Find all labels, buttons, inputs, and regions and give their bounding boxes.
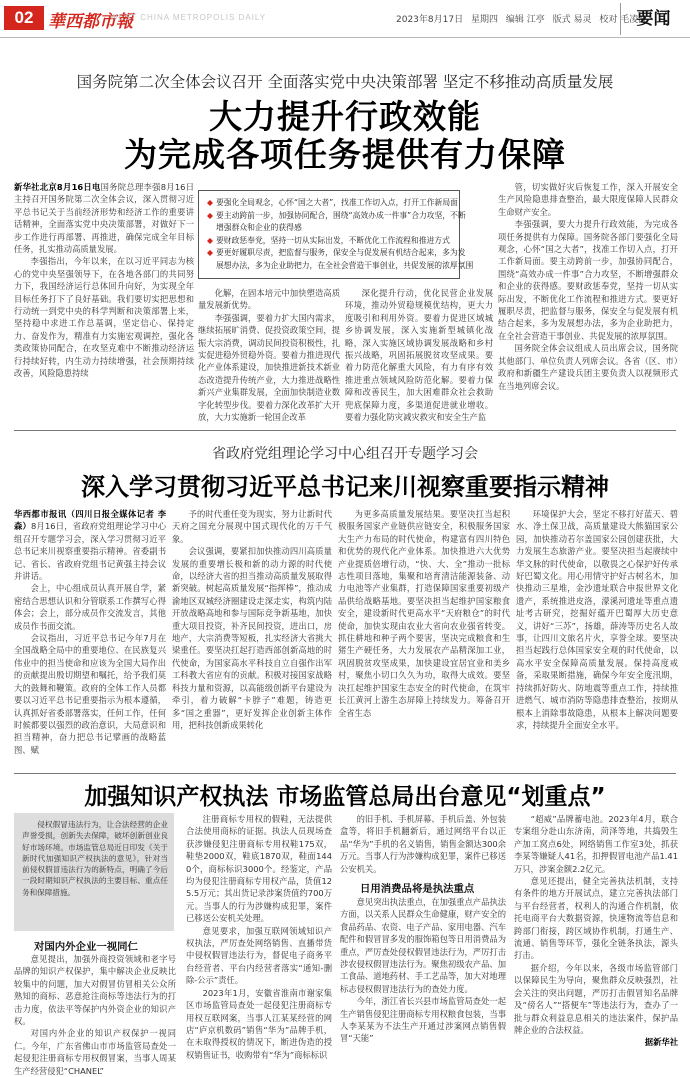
paragraph-text: 深化提升行动，优化民营企业发展环境，推动外贸稳规模优结构，更大力度吸引和利用外资。要着力促进区域城乡协调发展，深入实施新型城镇化战略，深入实施区域协调发展战略和乡村振兴战略，巩固拓展脱贫攻坚成果。要着力防范化解重大风险，有力有序有效推进重点领域风险防范化解。要着力保障和改善民生，加大困难群众社会救助兜底保障力度，多渠道促进就业增收。要着力强化防灾减灾救灾和安全生产监 bbox=[345, 288, 493, 423]
paragraph bbox=[14, 953, 176, 1027]
editor-credit: 编辑 江亭 bbox=[505, 15, 545, 25]
story2-headline: 深入学习贯彻习近平总书记来川视察重要指示精神 bbox=[81, 473, 609, 501]
story3-column-4 bbox=[514, 813, 678, 1048]
story1-kicker: 国务院第二次全体会议召开 全面落实党中央决策部署 坚定不移推动高质量发展 bbox=[76, 73, 614, 91]
diamond-bullet-icon: ◆ bbox=[207, 210, 213, 220]
source-credit: 据新华社 bbox=[644, 1037, 678, 1048]
key-point-line bbox=[207, 247, 466, 260]
paragraph-text: 环境保护大会，坚定不移打好蓝天、碧水、净土保卫战，高质量建设大熊猫国家公园，加快推动若尔盖国家公园创建获批，大力发展生态旅游产业。要坚决担当起赓续中华文脉的时代使命，以敬畏之心保护好传承好巴蜀文化。用心用情守护好古树名木，加快推动三星堆，金沙遗址联合申报世界文化遗产，系统推进皮洛，濛溪河遗址等重点遗址考古研究，挖掘好蕴开巴蜀厚大历史意义，讲好“三苏”，扬雄，薛涛等历史名人故事，让四川文旅名片火，享誉全球。要坚决担当起践行总体国家安全观的时代使命，以高水平安全保障高质量发展。保持高度戒备，采取果断措施，确保今年安全度汛期，持续抓好防火、防地震等重点工作，持续推进燃气、城市消防等隐患排查整治，按期从根本上消除事故隐患，从根本上解决问题要求，持续提升全面安全水平。 bbox=[516, 509, 678, 730]
story3-column-1 bbox=[14, 953, 176, 1076]
paragraph-text: 国务院全体会议组成人员出席会议，国务院其他部门、单位负责人列席会议。各省（区、市）政府和新疆生产建设兵团主要负责人以视频形式在当地列席会议。 bbox=[498, 343, 678, 391]
story1-headline-line2: 为完成各项任务提供有力保障 bbox=[124, 135, 566, 174]
paragraph-text: 李强强调，要着力扩大国内需求，继续拓展旷消费、促投资政策空间，提振大宗消费，调动民间投资积极性，扎实促进稳外贸稳外资。要着力推进现代化产业体系建设，加快推进新技术新业态改造提升传统产业，大力推进战略性新兴产业集群发展，全面加快制造业数字化转型步伐。要着力深化改革扩大开放，大力实施新一轮国企改革 bbox=[198, 312, 340, 423]
paragraph bbox=[516, 508, 678, 731]
story2-column-3 bbox=[338, 508, 510, 765]
paragraph-text: 2023年1月，安徽省淮南市谢家集区市场监管局查处一起侵犯注册商标专用权互联网案，当事人江某某经营的网店“庐京机数码”销售“华为”品牌手机，在未取得授权的情况下，断进伪造的授权销售证书，收购带有“华为”商标标识 bbox=[186, 987, 332, 1060]
section-label: 要闻 bbox=[620, 3, 686, 35]
paragraph bbox=[340, 896, 506, 995]
paragraph bbox=[198, 287, 340, 312]
paragraph bbox=[338, 508, 510, 719]
paragraph bbox=[14, 582, 166, 632]
paragraph bbox=[172, 545, 332, 731]
story3-column-3-bottom bbox=[340, 896, 506, 1044]
paragraph bbox=[14, 1027, 176, 1077]
paragraph-text: 化解，在固本培元中加快塑造高质量发展新优势。 bbox=[198, 288, 340, 311]
story1-column-3 bbox=[345, 287, 493, 423]
paragraph bbox=[172, 508, 332, 545]
story3-column-3-top bbox=[340, 813, 506, 875]
diamond-bullet-icon: ◆ bbox=[207, 248, 213, 257]
story1-key-points-box bbox=[198, 190, 474, 279]
key-point-line bbox=[207, 260, 474, 273]
paragraph bbox=[340, 813, 506, 875]
proofreader-credit: 校对 毛凌波 bbox=[599, 15, 648, 25]
paragraph-text: 对国内外企业的知识产权保护一视同仁。今年，广东省佛山市市场监管局查处一起侵犯注册商标专用权假冒案，当事人周某生产经营侵犯“CHANEL” bbox=[14, 1028, 176, 1076]
paragraph bbox=[186, 987, 332, 1061]
story3-subhead-2: 日用消费品将是执法重点 bbox=[360, 883, 475, 895]
story2-column-2 bbox=[172, 508, 332, 765]
paragraph-text: 李强指出，今年以来，在以习近平同志为核心的党中央坚强领导下，在各地各部门的共同努力下，我国经济运行总体回升向好，为实现全年目标任务打下了良好基础。我们要切实把思想和行动统一到党中央的科学判断和决策部署上来，坚持稳中求进工作总基调，坚定信心、保持定力、奋发作为，精准有力实施宏观调控，强化各类政策协同配合，在攻坚克难中不断推动经济运行持续好转，内生动力持续增强，社会预期持续改善，风险隐患持续 bbox=[14, 256, 194, 379]
story3-column-2 bbox=[186, 813, 332, 1060]
newspaper-logo: 華西都市報 bbox=[48, 12, 133, 32]
paragraph-text: 今年，浙江省长兴县市场监管局查处一起生产销售侵犯注册商标专用权粮食包装，当事人李某某为不法生产开通过涉案网点销售假冒“天能” bbox=[340, 996, 506, 1044]
paragraph bbox=[186, 925, 332, 987]
key-point-line bbox=[207, 210, 466, 223]
paragraph-text: 李强强调，要大力提升行政效能，为完成各项任务提供有力保障。国务院各部门要强化全局观念，心怀“国之大者”，找准工作切入点，打开工作新局面。要主动跨前一步，加强协同配合，围绕“高效办成一件事”合力攻坚，不断增强群众和企业的获得感。要财政惩奉党，坚持一切从实际出发，不断优化工作流程和推进方式。要更好履职尽责，把监督与服务，保安全与促发展有机结合起来，多为发展想办法，多为企业助把力，在全社会营造干事创业、共促发展的浓厚氛围。 bbox=[498, 219, 678, 341]
dateline: 新华社北京8月16日电 bbox=[14, 182, 101, 192]
key-point-text: 要财政惩奉党，坚持一切从实际出发，不断优化工作流程和推进方式 bbox=[216, 235, 450, 245]
paragraph bbox=[14, 181, 194, 255]
paragraph-text: 意见还提出，健全完善执法机制，支持有条件的地方开展试点，建立完善执法部门与平台经营者，权利人的沟通合作机制，依托电商平台大数据资源，快速物流等信息和跨部门衔接，跨区域协作机制，打通生产、流通、销售等环节，强化全链条执法，源头打击。 bbox=[514, 876, 678, 961]
key-point-text: 要主动跨前一步，加强协同配合，围绕“高效办成一件事”合力攻坚，不断 bbox=[216, 210, 466, 220]
paragraph-text: 予的时代重任变为现实，努力让新时代天府之国充分展现中国式现代化的万千气象。 bbox=[172, 509, 332, 544]
story2-kicker: 省政府党组理论学习中心组召开专题学习会 bbox=[212, 446, 478, 462]
paragraph-text: 据介绍，今年以来，各级市场监管部门以保障民生为导向，聚焦群众反映强烈，社会关注的突出问题，严厉打击假冒知名品牌及“傍名人”“搭便车”等违法行为，查办了一批与群众利益息息相关的违法案件，保护品牌企业的合法权益。 bbox=[514, 962, 678, 1035]
paragraph-text: 为更多高质量发展结果。要坚决扛当起积极服务国家产业链供应链安全，积极服务国家大生产力布局的时代使命，构建富有四川特色和优势的现代化产业体系。加快推进六大优势产业提质倍增行动，“快、大、全”推动一批标志性项目落地，集聚和培育清洁能源装备、动力电池等产业集群，打造保障国家重要初级产品供给战略基地。要坚决担当起维护国家粮食安全，建设新时代更高水平“天府粮仓”的时代使命，加快实现由农业大省向农业强省转变。抓住耕地和种子两个要害，坚决完成粮食和生猪生产硬任务，大力发展农产品精深加工业，巩固脱贫攻坚成果，加快建设宜居宜业和美乡村，聚焦小切口久久为功，取得大成效。要坚决扛起维护国家生态安全的时代使命，在筑牢长江黄河上游生态屏障上持续发力。筹备召开全省生态 bbox=[338, 509, 510, 718]
section-divider bbox=[14, 430, 676, 431]
dateline: 华西都市报讯（四川日报全媒体记者 李森） bbox=[14, 509, 166, 532]
paragraph-text: 意见要求，加强互联网领域知识产权执法，严厉查处网络销售、直播带货中侵权假冒违法行为，督促电子商务平台经营者、平台内经营者落实“通知-删除-公示”责任。 bbox=[186, 925, 332, 986]
paragraph-text: 会上，中心组成员认真开展自学，紧密结合思想认识和分管联系工作撰写心得体会；会上，部分成员作交流发言，其他成员作书面交流。 bbox=[14, 583, 166, 631]
section-divider bbox=[14, 773, 676, 774]
key-point-text: 展想办法，多为企业助把力，在全社会营造干事创业，共促发展的浓厚氛围 bbox=[216, 260, 474, 270]
story2-column-4 bbox=[516, 508, 678, 765]
story3-subhead-1: 对国内外企业一视同仁 bbox=[34, 941, 138, 953]
paragraph bbox=[498, 342, 678, 392]
story1-column-4 bbox=[498, 181, 678, 423]
paragraph-text: 意见突出执法重点，在加强重点产品执法方面，以关系人民群众生命健康，财产安全的食品药品、农资、电子产品、家用电器、汽车配件和假冒冒多发的服饰箱包等日用消费品为重点，严厉查处侵权假冒违法行为，严厉打击涉农侵权假冒违法行为。聚焦初级农产品、加工食品、道地药材、手工艺品等，加大对地理标志侵权假冒违法行为的查处力度。 bbox=[340, 897, 506, 994]
key-point-line bbox=[207, 222, 453, 235]
page-number: 02 bbox=[4, 6, 44, 30]
paragraph-text: 会议指出，习近平总书记今年7月在全国战略全局中的重要地位、在民族复兴伟业中的担当使命和应该为全国大局作出的贡献提出殷切期望和嘱托，给予我们莫大的鼓舞和鞭策。政府的全体工作人员都要以习近平总书记重要指示为根本遵循，认真抓好省委部署落实，任何工作，任何时候都要以强烈的政治意识，大局意识和担当精神，奋力把总书记擘画的战略蓝图、赋 bbox=[14, 633, 166, 755]
story3-summary: 侵权假冒违法行为，让合法经营的企业声誉受损，创新失去保障，破坏创新创业良好市场环境。市场监管总局近日印发《关于新时代加强知识产权执法的意见》，针对当前侵权假冒违法行为的新特点，明确了今后一段时期知识产权执法的主要目标、重点任务和保障措施。 bbox=[14, 813, 174, 931]
paragraph-text: “超威”品牌蓄电池。2023年4月，联合专案组分赴山东济南，菏泽等地，共捣毁生产加工窝点6处，网络销售工作室3处，抓获李某等嫌疑人41名，扣押假冒电池产品1.41万只，涉案金额2.2亿元。 bbox=[514, 814, 678, 874]
key-point-line bbox=[207, 235, 453, 248]
paragraph bbox=[340, 995, 506, 1045]
newspaper-logo-english: WEST CHINA METROPOLIS DAILY bbox=[110, 13, 267, 22]
paragraph-text: 意见提出，加强外商投资领域和老字号品牌的知识产权保护，集中解决企业反映比较集中的问题，加大对假冒仿冒相关公众所熟知的商标、恶意抢注商标等违法行为的打击力度，依法平等保护内外资企业的知识产权。 bbox=[14, 954, 176, 1027]
key-point-text: 要更好履职尽责，把监督与服务，保安全与促发展有机结合起来，多为发 bbox=[216, 248, 466, 257]
story1-headline-line1: 大力提升行政效能 bbox=[209, 97, 481, 136]
diamond-bullet-icon: ◆ bbox=[207, 235, 213, 245]
story1-column-1 bbox=[14, 181, 194, 423]
key-point-text: 要强化全局观念，心怀“国之大者”，找准工作切入点，打开工作新局面 bbox=[216, 198, 458, 207]
paragraph-text: 8月16日，省政府党组理论学习中心组召开专题学习会，深入学习贯彻习近平总书记来川视察重要指示精神。省委副书记、省长、省政府党组书记黄强主持会议并讲话。 bbox=[14, 521, 166, 582]
page-header bbox=[0, 0, 690, 38]
story1-column-2 bbox=[198, 287, 340, 423]
paragraph bbox=[14, 632, 166, 756]
issue-date: 2023年8月17日 bbox=[396, 15, 464, 25]
key-point-line bbox=[207, 197, 458, 210]
key-point-text: 增强群众和企业的获得感 bbox=[216, 223, 302, 232]
paragraph bbox=[198, 312, 340, 424]
paragraph bbox=[498, 181, 678, 218]
paragraph bbox=[514, 962, 678, 1036]
paragraph-text: 的旧手机、手机屏幕、手机后盖、外包装盒等，将旧手机翻新后，通过网络平台以正品“华为”手机的名义销售，销售金额达300余万元。当事人行为涉嫌构成犯罪，案件已移送公安机关。 bbox=[340, 814, 506, 874]
paragraph bbox=[186, 813, 332, 925]
paragraph bbox=[514, 813, 678, 875]
paragraph bbox=[14, 508, 166, 582]
paragraph bbox=[345, 287, 493, 423]
paragraph-text: 国务院总理李强8月16日主持召开国务院第二次全体会议，深入贯彻习近平总书记关于当前经济形势和经济工作的重要讲话精神，全面落实党中央决策部署，对做好下一步工作进行再部署、再推进，确保完成全年目标任务，扎实推动高质量发展。 bbox=[14, 182, 194, 255]
issue-meta bbox=[396, 12, 652, 25]
paragraph-text: 会议强调，要紧扣加快推动四川高质量发展的重要增长极和新的动力源的时代使命，以经济大省的担当推动高质量发展取得新突破。树起高质量发展“指挥棒”，推动成渝地区双城经济圈建设走深走实，构筑内陆开放战略高地和参与国际竞争新基地，加快重大项目投资，补齐民间投资，进出口，房地产，大宗消费等短板，扎实经济大省挑大梁重任。要坚决扛起打造西部创新高地的时代使命，为国家高水平科技自立自强作出军工科教大省应有的贡献。积极对接国家战略科技力量和资源，以高能级创新平台建设为牵引，着力破解“卡脖子”难题，铸造更多“国之重器”，更好发挥企业创新主体作用，把科技创新成果转化 bbox=[172, 546, 332, 730]
paragraph-text: 注册商标专用权的假鞋，无法提供合法使用商标的证据。执法人员现场查获涉嫌侵犯注册商标专用权鞋175双，鞋垫2000双，鞋底1870双，鞋面1440个，商标标识3000个。经鉴定，产品均为侵犯注册商标专用权产品，货值125.5万元；其出货记录涉案货值约700万元。当事人的行为涉嫌构成犯罪，案件已移送公安机关处理。 bbox=[186, 814, 332, 924]
story3-headline: 加强知识产权执法 市场监管总局出台意见“划重点” bbox=[84, 784, 606, 810]
story2-column-1 bbox=[14, 508, 166, 765]
paragraph-text: 管，切实做好灾后恢复工作，深入开展安全生产风险隐患排查整治，最大限度保障人民群众生命财产安全。 bbox=[498, 182, 678, 217]
paragraph bbox=[14, 255, 194, 379]
designer-credit: 版式 易灵 bbox=[552, 15, 592, 25]
paragraph bbox=[514, 875, 678, 962]
diamond-bullet-icon: ◆ bbox=[207, 198, 213, 207]
paragraph bbox=[498, 218, 678, 342]
issue-weekday: 星期四 bbox=[470, 15, 498, 25]
